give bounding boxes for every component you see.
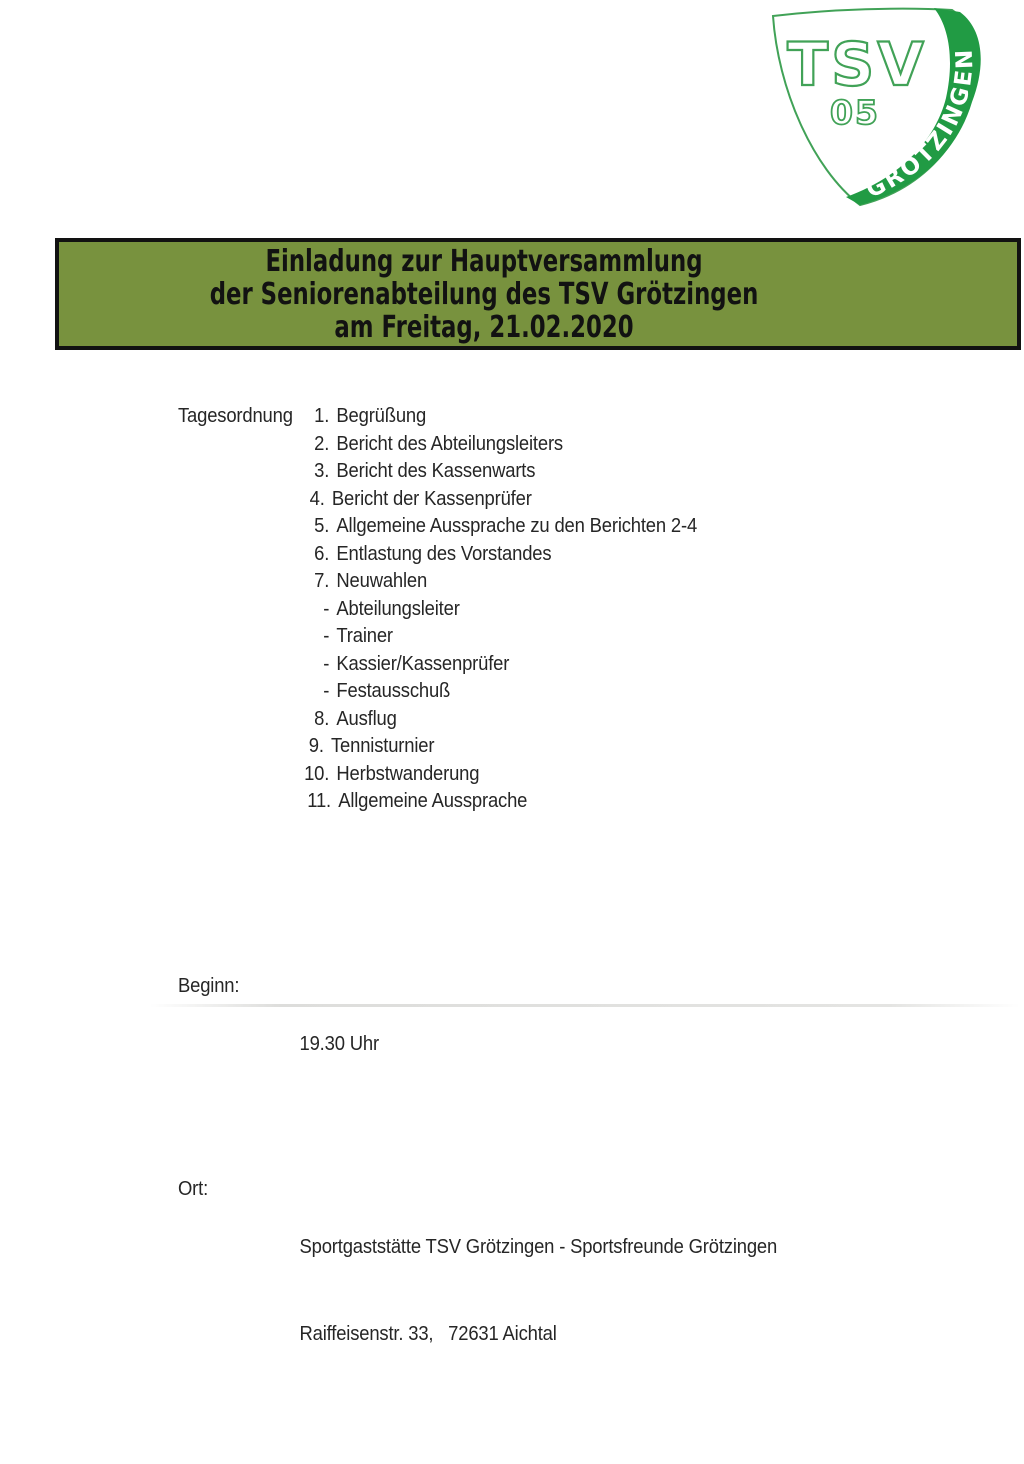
title-line-2: der Seniorenabteilung des TSV Grötzingen: [209, 277, 759, 312]
item-number: 2.: [314, 431, 330, 455]
ort-row: [178, 1174, 777, 1406]
item-text: Kassier/Kassenprüfer: [336, 651, 510, 675]
meeting-details: [178, 913, 777, 1464]
agenda-subitem-4: [296, 677, 697, 705]
agenda-item-3: [296, 457, 697, 485]
item-text: Bericht des Abteilungsleiters: [336, 431, 563, 455]
item-text: Bericht des Kassenwarts: [336, 459, 536, 482]
logo-ribbon-text: GRÖTZINGEN: [862, 46, 979, 204]
logo-05-text: 05: [830, 93, 880, 132]
begin-row: [178, 971, 777, 1116]
tsv-groetzingen-logo-icon: [762, 6, 990, 212]
agenda-item-7: [296, 567, 697, 595]
agenda-item-1: [296, 402, 697, 430]
item-number: 9.: [308, 734, 324, 757]
item-number: 6.: [314, 541, 330, 565]
ort-line-1: Sportgaststätte TSV Grötzingen - Sportsfreunde Grötzingen: [299, 1235, 778, 1258]
item-text: Abteilungsleiter: [336, 596, 460, 620]
title-line-1: Einladung zur Hauptversammlung: [265, 244, 703, 279]
item-number: 4.: [309, 486, 325, 510]
item-text: Neuwahlen: [336, 569, 428, 592]
item-text: Herbstwanderung: [336, 761, 480, 785]
item-number: 3.: [314, 459, 330, 482]
item-text: Festausschuß: [336, 679, 451, 702]
agenda-list: [296, 402, 697, 815]
item-number: 5.: [314, 514, 330, 537]
item-text: Entlastung des Vorstandes: [336, 541, 552, 565]
item-number: 8.: [314, 706, 330, 730]
agenda-subitem-1: [296, 595, 697, 623]
item-text: Tennisturnier: [331, 734, 435, 757]
item-number: 11.: [307, 789, 331, 812]
ort-label: Ort:: [178, 1177, 209, 1200]
agenda-item-9: [291, 732, 692, 760]
agenda-item-2: [296, 430, 697, 458]
logo-tsv-text: TSV: [787, 30, 927, 100]
item-dash: -: [323, 624, 330, 647]
agenda-item-6: [296, 540, 697, 568]
title-text-block: [59, 245, 909, 344]
agenda-item-8: [296, 705, 697, 733]
agenda-item-10: [296, 760, 697, 788]
begin-value: [300, 971, 379, 1116]
item-text: Bericht der Kassenprüfer: [331, 486, 532, 510]
item-text: Allgemeine Aussprache: [338, 789, 528, 812]
item-number: 7.: [314, 569, 330, 592]
agenda-item-11: [298, 787, 699, 815]
item-text: Ausflug: [336, 706, 397, 730]
item-number: 1.: [314, 404, 330, 427]
title-banner: [55, 238, 1021, 350]
item-text: Allgemeine Aussprache zu den Berichten 2-4: [336, 514, 698, 537]
agenda-subitem-2: [296, 622, 697, 650]
agenda-subitem-3: [296, 650, 697, 678]
item-number: 10.: [304, 761, 330, 785]
title-line-3: am Freitag, 21.02.2020: [334, 310, 634, 345]
item-text: Begrüßung: [336, 404, 427, 427]
ort-line-2: Raiffeisenstr. 33, 72631 Aichtal: [299, 1322, 557, 1345]
item-dash: -: [323, 679, 330, 702]
item-dash: -: [323, 651, 330, 675]
scan-artifact-line: [150, 1004, 1020, 1007]
ort-value: [300, 1174, 778, 1406]
agenda-item-5: [296, 512, 697, 540]
item-dash: -: [323, 596, 330, 620]
item-text: Trainer: [336, 624, 393, 647]
agenda-label: Tagesordnung: [178, 404, 293, 427]
begin-time: 19.30 Uhr: [299, 1032, 379, 1055]
begin-label: Beginn:: [178, 974, 240, 997]
agenda-section: [178, 402, 697, 815]
agenda-item-4: [291, 485, 692, 513]
